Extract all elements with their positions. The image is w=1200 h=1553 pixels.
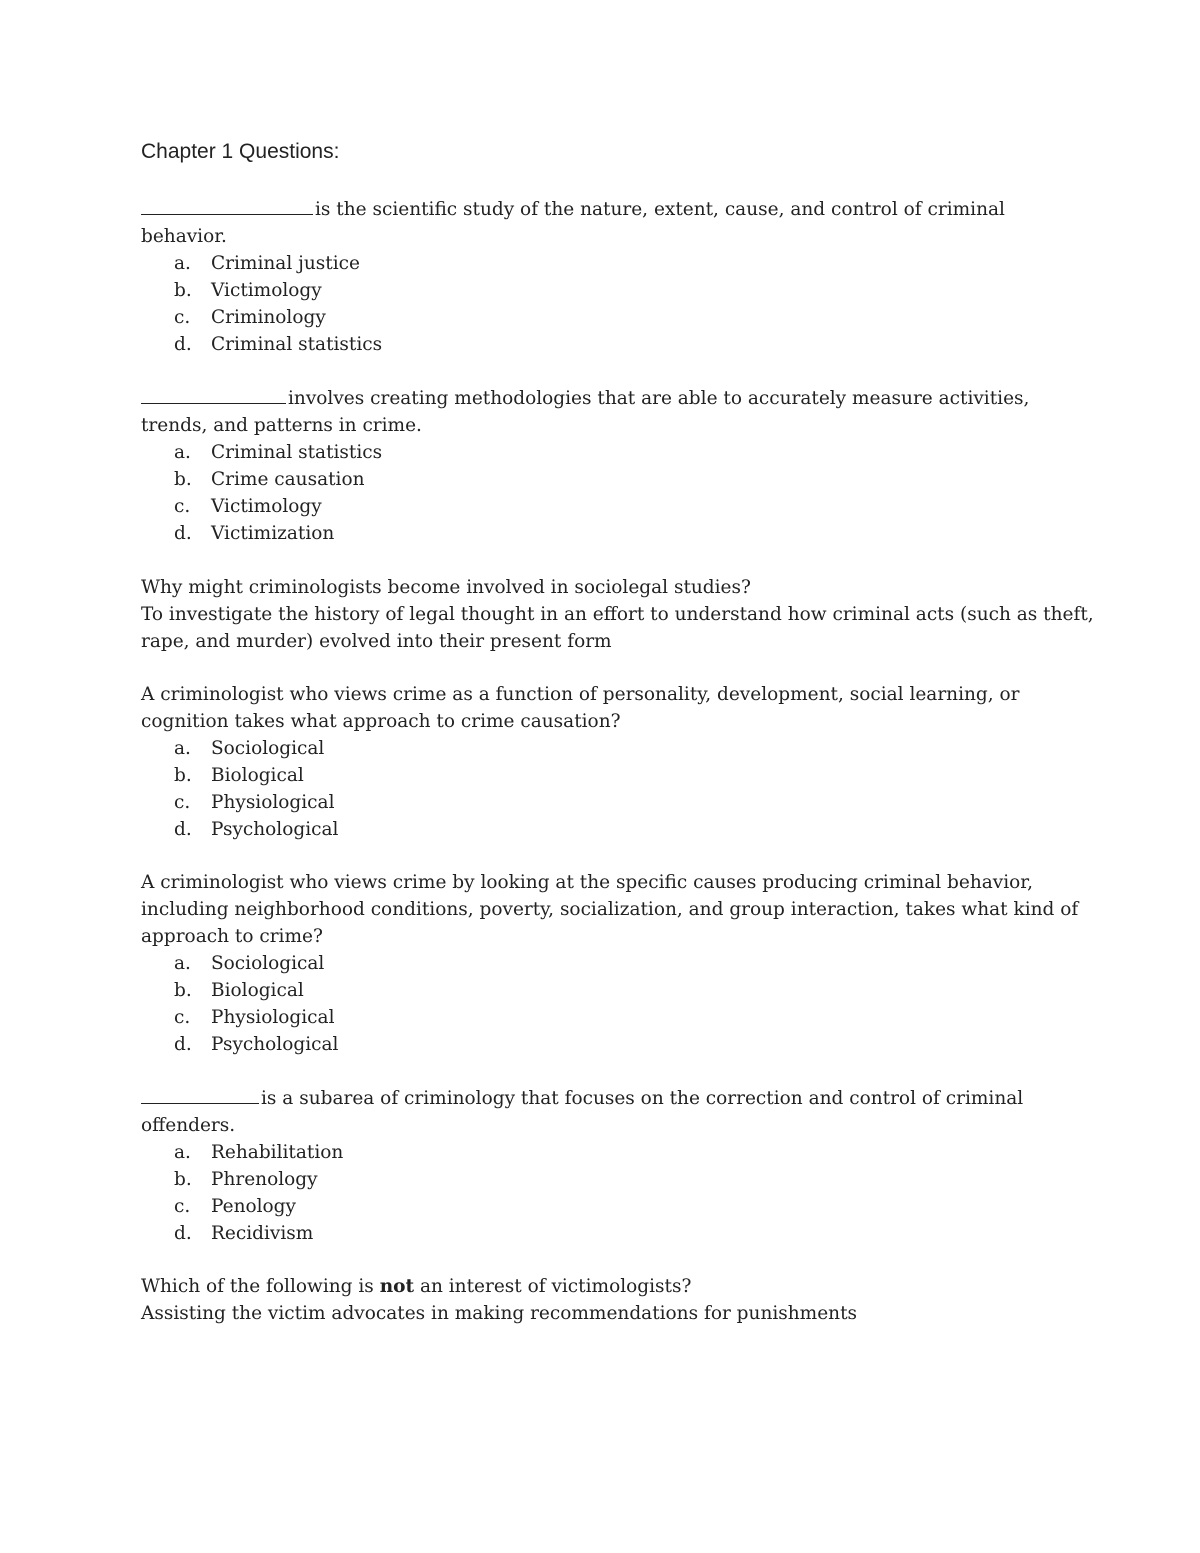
question-2-option-b: b. Crime causation: [174, 469, 365, 490]
question-2-option-c: c. Victimology: [174, 496, 322, 517]
question-2-option-d: d. Victimization: [174, 523, 335, 544]
question-6-option-c: c. Penology: [174, 1196, 296, 1217]
question-5-line-3: approach to crime?: [141, 926, 323, 947]
question-6-option-d: d. Recidivism: [174, 1223, 314, 1244]
question-4-option-d: d. Psychological: [174, 819, 339, 840]
question-5-option-a: a. Sociological: [174, 953, 325, 974]
emphasis-not: not: [379, 1276, 415, 1297]
question-1-option-d: d. Criminal statistics: [174, 334, 383, 355]
question-2-line-2: trends, and patterns in crime.: [141, 415, 422, 436]
question-5-line-2: including neighborhood conditions, poverty, socialization, and group interaction, takes what kind of: [141, 899, 1079, 920]
question-3-answer-line-2: rape, and murder) evolved into their present form: [141, 631, 612, 652]
question-7-text: Which of the following is not an interest of victimologists?: [141, 1276, 692, 1297]
question-4-option-b: b. Biological: [174, 765, 304, 786]
question-2-line-1: involves creating methodologies that are able to accurately measure activities,: [141, 385, 1029, 412]
question-2-option-a: a. Criminal statistics: [174, 442, 383, 463]
question-1-option-a: a. Criminal justice: [174, 253, 360, 274]
question-6-line-2: offenders.: [141, 1115, 236, 1136]
question-5-option-b: b. Biological: [174, 980, 304, 1001]
question-3-answer-line-1: To investigate the history of legal thought in an effort to understand how criminal acts (such as theft,: [141, 604, 1094, 625]
answer-blank: [141, 1085, 259, 1104]
question-4-option-a: a. Sociological: [174, 738, 325, 759]
question-4-line-2: cognition takes what approach to crime causation?: [141, 711, 621, 732]
question-3-text: Why might criminologists become involved in sociolegal studies?: [141, 577, 751, 598]
answer-blank: [141, 385, 286, 404]
question-1-option-c: c. Criminology: [174, 307, 326, 328]
question-7-answer: Assisting the victim advocates in making recommendations for punishments: [141, 1303, 858, 1324]
question-4-line-1: A criminologist who views crime as a function of personality, development, social learning, or: [141, 684, 1020, 705]
answer-blank: [141, 196, 313, 215]
question-6-option-a: a. Rehabilitation: [174, 1142, 344, 1163]
page-title: Chapter 1 Questions:: [141, 140, 340, 163]
question-1-line-2: behavior.: [141, 226, 227, 247]
question-1-line-1: is the scientific study of the nature, extent, cause, and control of criminal: [141, 196, 1005, 223]
question-5-line-1: A criminologist who views crime by looking at the specific causes producing criminal behavior,: [141, 872, 1033, 893]
question-1-option-b: b. Victimology: [174, 280, 322, 301]
question-6-option-b: b. Phrenology: [174, 1169, 318, 1190]
question-6-line-1: is a subarea of criminology that focuses on the correction and control of criminal: [141, 1085, 1023, 1112]
question-5-option-c: c. Physiological: [174, 1007, 335, 1028]
question-5-option-d: d. Psychological: [174, 1034, 339, 1055]
question-4-option-c: c. Physiological: [174, 792, 335, 813]
